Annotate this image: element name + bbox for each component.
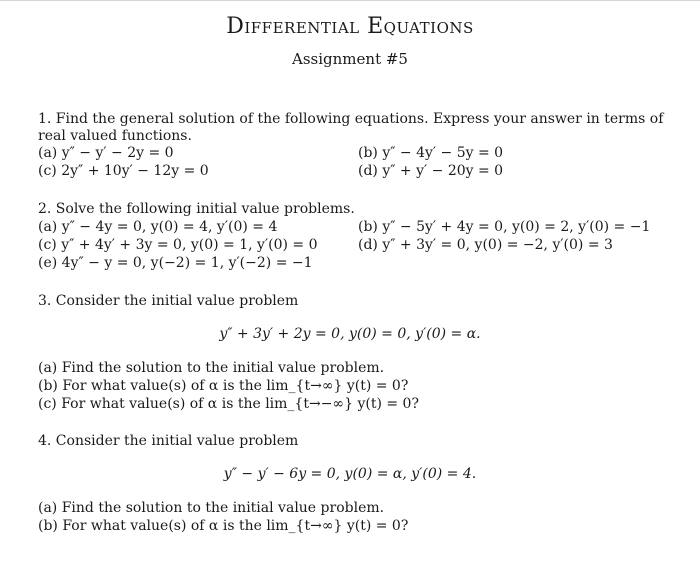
problem-3-intro: 3. Consider the initial value problem: [38, 293, 299, 309]
problem-4-equation: y″ − y′ − 6y = 0, y(0) = α, y′(0) = 4.: [223, 466, 477, 482]
problem-1-intro: 1. Find the general solution of the following equations. Express your answer in terms of real valued functions.: [38, 111, 664, 144]
problem-3-part-a: (a) Find the solution to the initial value problem.: [38, 360, 385, 376]
problem-1-part-c: (c) 2y″ + 10y′ − 12y = 0: [38, 163, 209, 179]
problem-4-part-b: (b) For what value(s) of α is the lim_{t→∞} y(t) = 0?: [38, 518, 409, 534]
problem-1-part-a: (a) y″ − y′ − 2y = 0: [38, 145, 174, 161]
problem-1-part-b: (b) y″ − 4y′ − 5y = 0: [358, 145, 504, 161]
problem-2-part-e: (e) 4y″ − y = 0, y(−2) = 1, y′(−2) = −1: [38, 255, 313, 271]
problem-2-part-b: (b) y″ − 5y′ + 4y = 0, y(0) = 2, y′(0) = −1: [358, 219, 651, 235]
problem-3-part-c: (c) For what value(s) of α is the lim_{t→−∞} y(t) = 0?: [38, 396, 419, 412]
document-title: Differential Equations: [226, 14, 474, 39]
problem-2-part-a: (a) y″ − 4y = 0, y(0) = 4, y′(0) = 4: [38, 219, 278, 235]
problem-2-part-d: (d) y″ + 3y′ = 0, y(0) = −2, y′(0) = 3: [358, 237, 613, 253]
problem-2-part-c: (c) y″ + 4y′ + 3y = 0, y(0) = 1, y′(0) = 0: [38, 237, 318, 253]
assignment-subtitle: Assignment #5: [292, 50, 408, 68]
problem-4-intro: 4. Consider the initial value problem: [38, 433, 299, 449]
problem-3-equation: y″ + 3y′ + 2y = 0, y(0) = 0, y′(0) = α.: [219, 326, 481, 342]
problem-4-part-a: (a) Find the solution to the initial value problem.: [38, 500, 385, 516]
problem-3-part-b: (b) For what value(s) of α is the lim_{t→∞} y(t) = 0?: [38, 378, 409, 394]
problem-1-part-d: (d) y″ + y′ − 20y = 0: [358, 163, 504, 179]
top-rule: [0, 0, 700, 1]
problem-2-intro: 2. Solve the following initial value problems.: [38, 201, 355, 217]
